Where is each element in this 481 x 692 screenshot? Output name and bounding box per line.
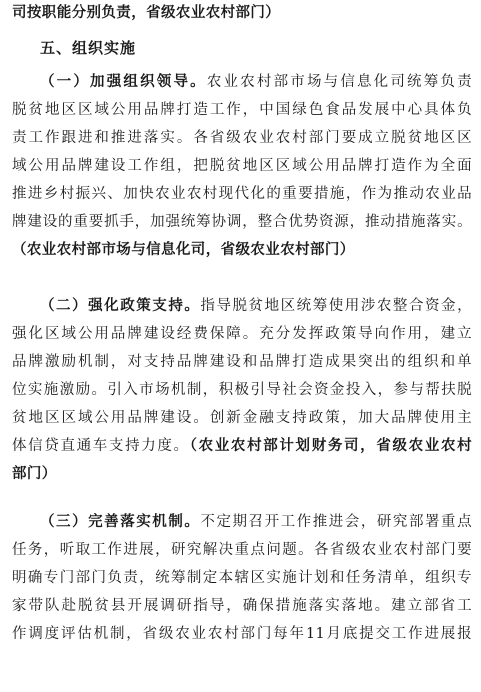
section-heading: 五、组织实施: [40, 39, 137, 57]
paragraph-2-line-1: [40, 293, 472, 319]
paragraph-3-text: 不定期召开工作推进会，研究部署重点: [200, 514, 472, 530]
paragraph-2-attribution: （农业农村部计划财务司，省级农业农村: [189, 437, 472, 454]
paragraph-3-line-4: 家带队赴脱贫县开展调研指导，确保措施落实落地。建立部省工: [12, 598, 472, 614]
paragraph-1-text: 农业农村部市场与信息化司统筹负责: [206, 74, 472, 90]
paragraph-1-attribution: （农业农村部市场与信息化司，省级农业农村部门）: [12, 241, 355, 258]
paragraph-2-line-2: 强化区域公用品牌建设经费保障。充分发挥政策导向作用，建立: [12, 326, 472, 342]
paragraph-1-line-1: [40, 69, 472, 95]
paragraph-1-title: （一）加强组织领导。: [40, 73, 207, 90]
paragraph-2-line-4: 位实施激励。引入市场机制，积极引导社会资金投入，参与帮扶脱: [12, 382, 472, 398]
paragraph-1-line-2: 脱贫地区区域公用品牌打造工作，中国绿色食品发展中心具体负: [12, 102, 472, 118]
text-line-carryover: [12, 0, 472, 26]
paragraph-1-line-4: 域公用品牌建设工作组，把脱贫地区区域公用品牌打造作为全面: [12, 158, 472, 174]
paragraph-1-line-3: 责工作跟进和推进落实。各省级农业农村部门要成立脱贫地区区: [12, 130, 472, 146]
paragraph-1-line-6: 牌建设的重要抓手，加强统筹协调，整合优势资源，推动措施落实。: [12, 214, 472, 230]
paragraph-1-line-5: 推进乡村振兴、加快农业农村现代化的重要措施，作为推动农业品: [12, 186, 472, 202]
paragraph-3-line-1: [40, 509, 472, 535]
paragraph-3-line-3: 明确专门部门负责，统筹制定本辖区实施计划和任务清单，组织专: [12, 570, 472, 586]
paragraph-2-line-6: [12, 433, 472, 459]
paragraph-3-line-2: 任务，听取工作进展，研究解决重点问题。各省级农业农村部门要: [12, 542, 472, 558]
paragraph-2-text-end: 体信贷直通车支持力度。: [12, 438, 190, 454]
paragraph-3-line-5: 作调度评估机制，省级农业农村部门每年11月底提交工作进展报: [12, 626, 472, 642]
carryover-attribution: 司按职能分别负责，省级农业农村部门）: [12, 4, 281, 21]
paragraph-2-line-5: 贫地区区域公用品牌建设。创新金融支持政策，加大品牌使用主: [12, 410, 472, 426]
paragraph-3-title: （三）完善落实机制。: [40, 513, 201, 530]
paragraph-2-text: 指导脱贫地区统筹使用涉农整合资金，: [200, 298, 472, 314]
paragraph-2-title: （二）强化政策支持。: [40, 297, 201, 314]
paragraph-2-attribution-end: 部门）: [12, 465, 57, 482]
paragraph-2-line-3: 品牌激励机制，对支持品牌建设和品牌打造成果突出的组织和单: [12, 354, 472, 370]
